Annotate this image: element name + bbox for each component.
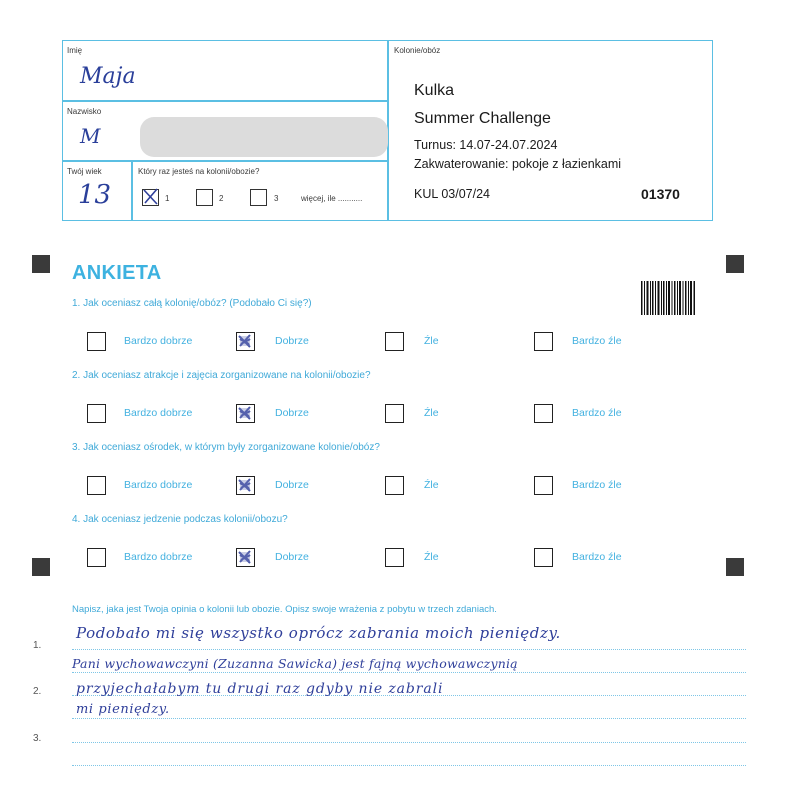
name-value[interactable]: Maja	[80, 64, 136, 89]
surname-value[interactable]: M	[80, 124, 101, 148]
scribble-mark-icon	[237, 549, 253, 565]
q3-checkbox-option-3[interactable]	[385, 476, 404, 495]
q1-checkbox-option-4[interactable]	[534, 332, 553, 351]
times-label: Który raz jesteś na kolonii/obozie?	[138, 167, 260, 176]
line-number-3: 3.	[33, 733, 42, 744]
answer-line	[72, 765, 746, 766]
q2-checkbox-option-2[interactable]	[236, 404, 255, 423]
barcode-icon	[641, 281, 696, 315]
registration-marker-tl	[32, 255, 50, 273]
q4-option-label-1: Bardzo dobrze	[124, 551, 193, 563]
redacted-surname	[140, 117, 388, 157]
q3-option-label-3: Źle	[424, 479, 439, 491]
answer-line	[72, 649, 746, 650]
question-3: 3. Jak oceniasz ośrodek, w którym były zorganizowane kolonie/obóz?	[72, 442, 380, 453]
q1-option-label-4: Bardzo źle	[572, 335, 622, 347]
times-checkbox-3[interactable]	[250, 189, 267, 206]
turnus: Turnus: 14.07-24.07.2024	[414, 138, 558, 152]
header-row-divider-1	[62, 100, 388, 102]
q2-checkbox-option-3[interactable]	[385, 404, 404, 423]
header-cell-divider	[131, 160, 133, 221]
q1-checkbox-option-3[interactable]	[385, 332, 404, 351]
name-label: Imię	[67, 46, 83, 55]
question-4: 4. Jak oceniasz jedzenie podczas kolonii/obozu?	[72, 514, 288, 525]
accommodation: Zakwaterowanie: pokoje z łazienkami	[414, 157, 622, 171]
q2-checkbox-option-1[interactable]	[87, 404, 106, 423]
survey-title: ANKIETA	[72, 262, 162, 284]
q4-option-label-4: Bardzo źle	[572, 551, 622, 563]
times-checkbox-1[interactable]	[142, 189, 159, 206]
q1-option-label-3: Źle	[424, 335, 439, 347]
scribble-mark-icon	[237, 477, 253, 493]
q1-option-label-1: Bardzo dobrze	[124, 335, 193, 347]
q3-checkbox-option-2[interactable]	[236, 476, 255, 495]
q3-option-label-4: Bardzo źle	[572, 479, 622, 491]
q1-checkbox-option-1[interactable]	[87, 332, 106, 351]
times-option-3: 3	[274, 194, 279, 203]
q4-option-label-2: Dobrze	[275, 551, 309, 563]
surname-label: Nazwisko	[67, 107, 102, 116]
age-label: Twój wiek	[67, 167, 102, 176]
q4-checkbox-option-1[interactable]	[87, 548, 106, 567]
registration-marker-tr	[726, 255, 744, 273]
q4-checkbox-option-3[interactable]	[385, 548, 404, 567]
scribble-mark-icon	[237, 405, 253, 421]
camp-code: KUL 03/07/24	[414, 187, 490, 201]
camp-program: Summer Challenge	[414, 110, 551, 127]
times-option-2: 2	[219, 194, 224, 203]
q1-option-label-2: Dobrze	[275, 335, 309, 347]
checkmark-x-icon	[142, 188, 159, 205]
line-number-2: 2.	[33, 686, 42, 697]
q3-checkbox-option-1[interactable]	[87, 476, 106, 495]
question-2: 2. Jak oceniasz atrakcje i zajęcia zorganizowane na kolonii/obozie?	[72, 370, 371, 381]
age-value[interactable]: 13	[78, 180, 112, 210]
answer-line	[72, 718, 746, 719]
q2-option-label-3: Źle	[424, 407, 439, 419]
q4-checkbox-option-4[interactable]	[534, 548, 553, 567]
line-number-1: 1.	[33, 640, 42, 651]
registration-marker-br	[726, 558, 744, 576]
q4-option-label-3: Źle	[424, 551, 439, 563]
camp-name: Kulka	[414, 82, 455, 99]
form-number: 01370	[641, 186, 680, 202]
times-more: więcej, ile ...........	[301, 194, 363, 203]
camp-label: Kolonie/obóz	[394, 46, 441, 55]
times-checkbox-2[interactable]	[196, 189, 213, 206]
scribble-mark-icon	[237, 333, 253, 349]
answer-line	[72, 672, 746, 673]
q3-option-label-2: Dobrze	[275, 479, 309, 491]
q4-checkbox-option-2[interactable]	[236, 548, 255, 567]
opinion-instruction: Napisz, jaka jest Twoja opinia o kolonii lub obozie. Opisz swoje wrażenia z pobytu w trzech zdaniach.	[72, 604, 497, 615]
handwritten-line-2[interactable]: Pani wychowawczyni (Zuzanna Sawicka) jest fajną wychowawczynią	[72, 656, 518, 671]
q2-option-label-1: Bardzo dobrze	[124, 407, 193, 419]
q2-option-label-4: Bardzo źle	[572, 407, 622, 419]
q3-option-label-1: Bardzo dobrze	[124, 479, 193, 491]
header-row-divider-2	[62, 160, 388, 162]
q3-checkbox-option-4[interactable]	[534, 476, 553, 495]
handwritten-line-1[interactable]: Podobało mi się wszystko oprócz zabrania moich pieniędzy.	[76, 624, 561, 642]
q2-option-label-2: Dobrze	[275, 407, 309, 419]
times-option-1: 1	[165, 194, 170, 203]
answer-line	[72, 742, 746, 743]
q2-checkbox-option-4[interactable]	[534, 404, 553, 423]
q1-checkbox-option-2[interactable]	[236, 332, 255, 351]
question-1: 1. Jak oceniasz całą kolonię/obóz? (Podobało Ci się?)	[72, 298, 312, 309]
handwritten-line-4[interactable]: mi pieniędzy.	[76, 702, 170, 717]
registration-marker-bl	[32, 558, 50, 576]
handwritten-line-3[interactable]: przyjechałabym tu drugi raz gdyby nie zabrali	[76, 681, 444, 697]
